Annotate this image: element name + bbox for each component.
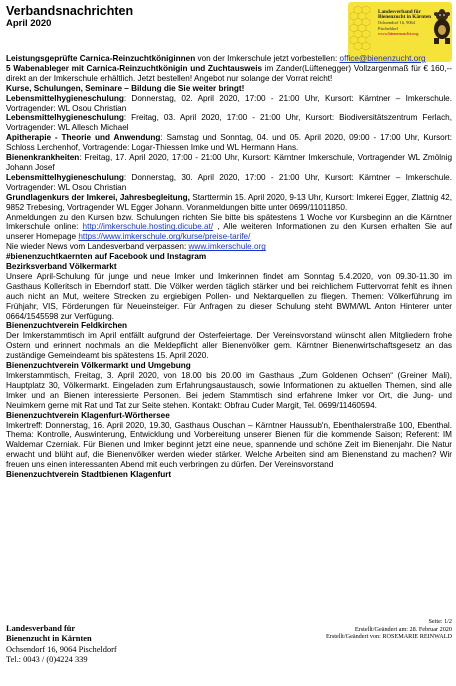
modified-date: Erstellt/Geändert am: 28. Februar 2020 (354, 625, 452, 633)
course-details: : Freitag, 17. April 2020, 17:00 - 21:00 Uhr, Kursort: Kärntner Imkerschule, Vortragender WL Zmölnig Johann Josef (6, 153, 452, 172)
course-item (6, 153, 452, 173)
section-heading: Bienenzuchtverein Völkermarkt und Umgebung (6, 361, 191, 371)
course-title: Lebensmittelhygieneschulung (6, 93, 124, 103)
courses-heading: Kurse, Schulungen, Seminare – Bildung die Sie weiter bringt! (6, 83, 245, 93)
course-details: Starttermin 15. April 2020, 9-13 Uhr, Kursort: Imkerei Egger, Zlattnig 42, 9852 Trebesing, Vortragender WL Egger Johann. Voranmeldungen bitte unter 0699/11011850. (6, 192, 452, 212)
section-heading: Bezirksverband Völkermarkt (6, 262, 117, 272)
footer-address (6, 624, 117, 666)
imkerschule-website-link[interactable]: www.imkerschule.org (188, 242, 266, 252)
paragraph-queens (6, 54, 452, 64)
course-details: : Donnerstag, 30. April 2020, 17:00 - 21:00 Uhr, Kursort: Kärntner – Imkerschule. Vortragender: WL Osou Christian (6, 172, 452, 192)
page-number: Seite: 1/2 (428, 618, 452, 625)
news-paragraph (6, 242, 452, 252)
page-footer (6, 618, 452, 684)
course-item (6, 94, 452, 114)
registration-text-2: , Alle weiteren Informationen zu den Kursen erhalten Sie auf unserer Homepage (6, 222, 452, 242)
course-item (6, 173, 452, 193)
office-email-link[interactable]: office@bienenzucht.org (339, 54, 426, 63)
course-title: Lebensmittelhygieneschulung (6, 113, 124, 123)
social-hashtag: #bienenzuchtkaernten auf Facebook und Instagram (6, 252, 207, 262)
course-item (6, 113, 452, 133)
course-prices-link[interactable]: https://www.imkerschule.org/kurse/preise-tarife/ (78, 232, 251, 242)
course-details: : Donnerstag, 02. April 2020, 17:00 - 21:00 Uhr, Kursort: Kärntner – Imkerschule. Vortragender: WL Osou Christian (6, 93, 452, 113)
section-text: Imkerstammtisch, Freitag, 3. April 2020, von 18.00 bis 20.00 im Gasthaus „Zum Goldenen Ochsen“ (Greiner Mali), Hauptplatz 30, Völkermarkt. Eingeladen zum Erfahrungsaustausch, sowie Informationen zu aktuellen Themen, sind alle Imker und an Bienen interessierte Personen. Bei jedem Stammtisch sind erfahrene Imker vor Ort, die Jung- und Neuimkern gerne mit Rat und Tat zur Seite stehen. Kontakt: Obfrau Cuder Margit, Tel. 0699/11460594. (6, 371, 452, 410)
page-subtitle: April 2020 (6, 18, 52, 29)
imkerschule-hosting-link[interactable]: http://imkerschule.hosting.dicube.at/ (82, 222, 214, 232)
footer-org-line-2: Bienenzucht in Kärnten (6, 634, 92, 644)
footer-address-line: Ochsendorf 16, 9064 Pischeldorf (6, 644, 117, 654)
section-heading: Bienenzuchtverein Stadtbienen Klagenfurt (6, 470, 172, 480)
registration-paragraph (6, 213, 452, 243)
course-details: : Samstag und Sonntag, 04. und 05. April 2020, 09:00 - 17:00 Uhr, Kursort: Schloss Lerchenhof, Vortragende: Logar-Thiessen Imke und WL Hermann Hans. (6, 133, 452, 153)
ableger-heading: 5 Wabenableger mit Carnica-Reinzuchtkönigin und Zuchtausweis (6, 63, 263, 73)
course-details: : Freitag, 03. April 2020, 17:00 - 21:00 Uhr, Kursort: Biodiversitätszentrum Ferlach, Vortragender: WL Allesch Michael (6, 113, 452, 133)
news-text: Nie wieder News vom Landesverband verpassen: (6, 242, 189, 252)
section-text: Imkertreff: Donnerstag, 16. April 2020, 19.30, Gasthaus Ouschan – Kärntner Haussub'n, Ebenthalerstraße 100, Ebenthal. Thema: Kontrolle, Auswinterung, Entwicklung und Vorbereitung unserer Bienen für die kommende Saison; Referent: IM Waldemar Czerniak. Für Bienen und Imker beginnt jetzt eine neue, spannende und schöne Zeit im Bienenjahr. Die Natur erwacht und blüht auf, die Bienenvölker werden wieder stärker. Welche Arbeiten sind am Bienenstand zu machen? Wir freuen uns einen interessanten Abend mit euch verbringen zu dürfen. Der Vereinsvorstand (6, 420, 452, 470)
course-item (6, 133, 452, 153)
footer-meta (326, 618, 452, 641)
page-title: Verbandsnachrichten (6, 4, 134, 18)
association-logo (348, 2, 452, 62)
paragraph-ableger (6, 64, 452, 84)
footer-org-line-1: Landesverband für (6, 624, 76, 633)
course-title: Apitherapie - Theorie und Anwendung (6, 133, 161, 143)
queens-text: von der Imkerschule jetzt vorbestellen: (195, 54, 340, 63)
ableger-text: im Zander(Lüftenegger) Vollzargenmaß für € 160,-- direkt an der Imkerschule erhältlich. Jetzt bestellen! Angebot nur solange der Vorrat reicht! (6, 63, 452, 83)
logo-line-2: Ochsendorf 16, 9064 Pischeldorf (378, 20, 415, 31)
registration-text: Anmeldungen zu den Kursen bzw. Schulungen richten Sie bitte bis spätestens 1 Woche vor Kursbeginn an die Kärntner Imkerschule online: (6, 212, 452, 232)
document-body (6, 54, 452, 480)
modified-by: Erstellt/Geändert von: ROSEMARIE REINWALD (326, 633, 452, 641)
section-heading: Bienenzuchtverein Klagenfurt-Wörthersee (6, 410, 170, 420)
queens-heading: Leistungsgeprüfte Carnica-Reinzuchtköniginnen (6, 54, 196, 63)
course-title: Grundlagenkurs der Imkerei, Jahresbegleitung, (6, 192, 190, 202)
section-heading: Bienenzuchtverein Feldkirchen (6, 321, 128, 331)
section-text: Unsere April-Schulung für junge und neue Imker und Imkerinnen findet am Sonntag 5.4.2020, von 09.30-11.30 im Gasthaus Kolleritsch in Eberndorf statt. Die Völker werden täglich stärker und bei reichlichem Futtervorrat fehlt es ihnen auch nicht an Mut, weitere Strecken zu ergiebigen Pollen- und Nektarquellen zu fliegen. Themen: Völkerführung im Frühjahr, VIS, Förderungen für Neueinsteiger. Für Anfragen zu dieser Schulung steht BWM/WL Anton Hinterer unter 0664/1545598 zur Verfügung. (6, 271, 452, 321)
logo-text (378, 10, 432, 36)
logo-line-3: www.bienenzucht.org (378, 30, 419, 36)
bear-mascot-icon (434, 9, 450, 44)
logo-line-1: Landesverband für Bienenzucht in Kärnten (378, 9, 432, 21)
footer-phone: Tel.: 0043 / (0)4224 339 (6, 655, 88, 665)
course-title: Lebensmittelhygieneschulung (6, 172, 124, 182)
course-item (6, 193, 452, 213)
section-text: Der Imkerstammtisch im April entfällt aufgrund der Osterfeiertage. Der Vereinsvorstand wünscht allen Mitgliedern frohe Ostern und erinnert nochmals an die Meldepflicht aller Bienenvölker gem. Kärntner Bienenwirtschaftsgesetz an das zuständige Gemeindeamt bis spätestens 15. April 2020. (6, 331, 452, 361)
course-title: Bienenkrankheiten (6, 153, 80, 163)
